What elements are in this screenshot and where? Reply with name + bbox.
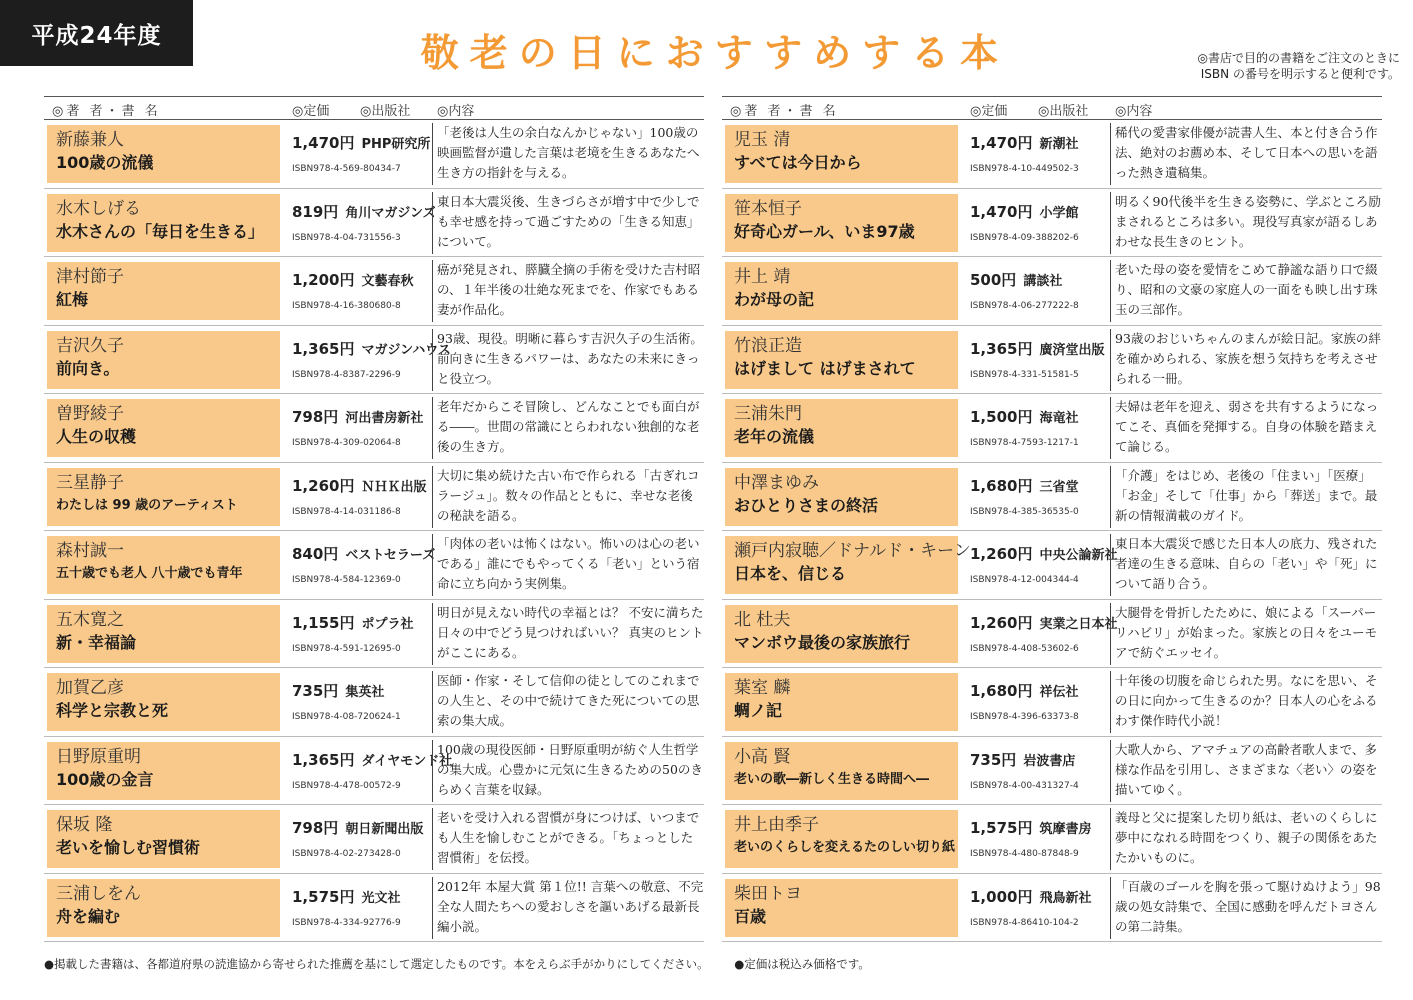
book-price: 1,470円 [292,134,355,152]
book-price-publisher [970,269,1106,290]
book-publisher: 廣済堂出版 [1039,342,1105,358]
book-description: 大歌人から、アマチュアの高齢者歌人まで、多様な作品を引用し、さまざまな〈老い〉の姿を描いてゆく。 [1110,740,1382,802]
book-row [44,600,704,669]
book-publisher: 岩波書店 [1023,753,1076,769]
header-publisher: ◎出版社 [360,104,411,119]
book-title-box [47,742,280,800]
book-isbn: ISBN978-4-591-12695-0 [292,643,401,654]
book-price-publisher [970,475,1106,496]
book-row [44,805,704,874]
book-price-publisher [292,817,428,838]
book-title-box [725,810,958,868]
book-description: 老いを受け入れる習慣が身につけば、いつまでも人生を愉しむことができる。「ちょっとした習慣術」を伝授。 [432,808,704,870]
book-title: すべては今日から [734,153,862,172]
book-isbn: ISBN978-4-478-00572-9 [292,780,401,791]
book-description: 「介護」をはじめ、老後の「住まい」「医療」「お金」そして「仕事」から「葬送」まで。最新の情報満載のガイド。 [1110,466,1382,528]
book-author: 日野原重明 [56,746,141,767]
book-description: 大腿骨を骨折したために、娘による「スーパーリハビリ」が始まった。家族との日々をユーモアで紡ぐエッセイ。 [1110,603,1382,665]
book-price: 1,365円 [292,339,355,358]
book-publisher: 角川マガジンズ [345,205,436,221]
book-row [722,668,1382,737]
book-row [722,120,1382,189]
book-price-publisher [970,543,1118,564]
book-isbn: ISBN978-4-334-92776-9 [292,917,401,928]
book-publisher: 河出書房新社 [345,411,424,426]
book-author: 柴田トヨ [734,883,802,904]
book-title: 科学と宗教と死 [56,701,169,720]
book-row [722,600,1382,669]
book-row [722,531,1382,600]
header-price: ◎定価 [292,104,330,119]
book-price: 1,200円 [292,271,355,289]
header-description: ◎内容 [437,104,475,119]
book-author: 森村誠一 [56,541,124,561]
book-publisher: 実業之日本社 [1039,616,1118,632]
book-author: 三星静子 [56,472,124,493]
book-title: はげまして はげまされて [734,358,916,378]
book-publisher: 講談社 [1023,274,1063,289]
footer-note-price: ●定価は税込み価格です。 [734,957,870,971]
book-publisher: 飛鳥新社 [1039,890,1092,906]
book-list-left [44,120,704,942]
book-author: 三浦しをん [56,883,141,904]
book-isbn: ISBN978-4-12-004344-4 [970,575,1079,585]
book-price-publisher [970,817,1106,838]
book-publisher: 光文社 [361,890,401,906]
book-title: 五十歳でも老人 八十歳でも青年 [56,566,243,581]
book-author: 竹浪正造 [734,335,802,356]
book-description: 明日が見えない時代の幸福とは？ 不安に満ちた日々の中でどう見つければいい？ 真実のヒントがここにある。 [432,603,704,665]
book-row [44,394,704,463]
book-row [44,668,704,737]
book-price: 1,500円 [970,408,1033,426]
header-price: ◎定価 [970,104,1008,119]
book-price: 840円 [292,545,339,563]
book-publisher: 中央公論新社 [1039,548,1118,563]
book-price: 819円 [292,202,339,221]
book-publisher: PHP研究所 [361,137,431,152]
book-title-box [725,536,971,594]
book-price: 798円 [292,408,339,426]
book-price: 1,575円 [292,887,355,906]
book-price: 1,470円 [970,134,1033,152]
book-title: 新・幸福論 [56,632,137,652]
book-title-box [725,331,958,389]
book-description: 93歳のおじいちゃんのまんが絵日記。家族の絆を確かめられる、家族を想う気持ちを考えさせられる一冊。 [1110,329,1382,391]
book-author: 小高 賢 [734,746,791,767]
book-row [722,326,1382,395]
book-isbn: ISBN978-4-408-53602-6 [970,643,1079,654]
book-price: 1,680円 [970,476,1033,495]
book-row [44,463,704,532]
book-publisher: ベストセラーズ [345,548,436,563]
book-price: 1,365円 [970,339,1033,358]
book-title-box [47,468,280,526]
book-isbn: ISBN978-4-331-51581-5 [970,369,1079,380]
book-isbn: ISBN978-4-480-87848-9 [970,849,1079,859]
book-author: 吉沢久子 [56,335,124,356]
book-title: 老いのくらしを変えるたのしい切り紙 [734,840,956,855]
book-description: 2012年 本屋大賞 第１位!! 言葉への敬意、不完全な人間たちへの愛おしさを謳いあげる最新長編小説。 [432,877,704,939]
book-price-publisher [292,269,428,290]
book-row [722,805,1382,874]
book-description: 東日本大震災で感じた日本人の底力、残された者達の生きる意味、自らの「老い」や「死」について語り合う。 [1110,534,1382,596]
book-isbn: ISBN978-4-04-731556-3 [292,232,401,243]
book-price-publisher [970,132,1106,153]
book-description: 老年だからこそ冒険し、どんなことでも面白がる――。世間の常識にとらわれない独創的な老後の生き方。 [432,397,704,459]
book-description: 93歳、現役。明晰に暮らす吉沢久子の生活術。前向きに生きるパワーは、あなたの未来にきっと役立つ。 [432,329,704,391]
book-title: 老年の流儀 [734,427,815,446]
book-description: 義母と父に提案した切り紙は、老いのくらしに夢中になれる時間をつくり、親子の関係をあたたかいものに。 [1110,808,1382,870]
book-author: 北 杜夫 [734,609,791,630]
book-isbn: ISBN978-4-09-388202-6 [970,232,1079,243]
book-price: 1,000円 [970,887,1033,906]
book-title-box [47,399,280,457]
book-price-publisher [292,475,428,496]
book-price-publisher [292,612,428,633]
book-price-publisher [292,338,451,359]
book-author: 曽野綾子 [56,404,124,424]
book-row [44,257,704,326]
book-title: 日本を、信じる [734,564,847,583]
book-row [44,326,704,395]
book-column-left [44,96,704,942]
book-column-right [722,96,1382,942]
book-isbn: ISBN978-4-08-720624-1 [292,712,401,722]
book-row [722,874,1382,943]
book-isbn: ISBN978-4-86410-104-2 [970,917,1079,928]
book-price-publisher [292,201,436,222]
book-title: 100歳の流儀 [56,153,154,172]
book-price-publisher [292,543,436,564]
book-title: 水木さんの「毎日を生きる」 [56,221,265,241]
book-publisher: 筑摩書房 [1039,822,1092,837]
book-author: 新藤兼人 [56,130,124,150]
book-author: 児玉 清 [734,130,791,150]
book-title-box [47,605,280,663]
header-description: ◎内容 [1115,104,1153,119]
book-description: 稀代の愛書家俳優が読書人生、本と付き合う作法、絶対のお薦め本、そして日本への思いを語った熱き遺稿集。 [1110,123,1382,185]
book-price-publisher [970,680,1106,701]
book-price-publisher [292,406,428,427]
book-row [44,531,704,600]
book-price: 1,155円 [292,613,355,632]
book-publisher: ＮＨＫ出版 [361,479,427,495]
book-title-box [725,742,958,800]
book-price: 1,260円 [970,613,1033,632]
book-price-publisher [970,406,1106,427]
book-publisher: 集英社 [345,685,385,700]
book-description: 「老後は人生の余白なんかじゃない」100歳の映画監督が遺した言葉は老境を生きるあなたへ生き方の指針を与える。 [432,123,704,185]
book-title: 舟を編む [56,906,121,926]
book-publisher: 文藝春秋 [361,274,414,289]
book-title-box [725,399,958,457]
isbn-note [1100,50,1400,82]
book-title: 老いを愉しむ習慣術 [56,838,201,857]
year-badge: 平成24年度 [0,0,193,66]
book-title: 蜩ノ記 [734,701,783,720]
book-price: 1,575円 [970,819,1033,837]
book-publisher: マガジンハウス [361,342,451,358]
book-row [722,737,1382,806]
book-isbn: ISBN978-4-00-431327-4 [970,780,1079,791]
book-description: 夫婦は老年を迎え、弱さを共有するようになってこそ、真価を発揮する。自身の体験を踏まえて論じる。 [1110,397,1382,459]
book-price: 500円 [970,271,1017,289]
book-description: 老いた母の姿を愛情をこめて静謐な語り口で綴り、昭和の文豪の家庭人の一面をも映し出す珠玉の三部作。 [1110,260,1382,322]
book-row [44,737,704,806]
book-publisher: 新潮社 [1039,137,1079,152]
book-isbn: ISBN978-4-7593-1217-1 [970,438,1079,448]
book-title-box [725,605,958,663]
book-isbn: ISBN978-4-14-031186-8 [292,506,401,517]
book-title-box [725,194,958,252]
book-isbn: ISBN978-4-396-63373-8 [970,712,1079,722]
book-isbn: ISBN978-4-16-380680-8 [292,301,401,311]
book-title-box [725,125,958,183]
book-author: 津村節子 [56,267,124,287]
book-price: 1,260円 [970,545,1033,563]
book-publisher: 祥伝社 [1039,685,1079,700]
book-title: 人生の収穫 [56,427,137,446]
column-header-right [722,96,1382,120]
book-author: 三浦朱門 [734,404,802,424]
book-publisher: 海竜社 [1039,411,1079,426]
book-price-publisher [970,338,1106,359]
book-title: 百歳 [734,906,767,926]
book-title: マンボウ最後の家族旅行 [734,632,911,652]
book-description: 明るく90代後半を生きる姿勢に、学ぶところ励まされるところは多い。現役写真家が語るしあわせな長生きのヒント。 [1110,192,1382,254]
page-title: 敬老の日におすすめする本 [420,31,1010,75]
book-isbn: ISBN978-4-309-02064-8 [292,438,401,448]
book-isbn: ISBN978-4-02-273428-0 [292,849,401,859]
book-price: 1,680円 [970,682,1033,700]
book-author: 井上由季子 [734,815,819,835]
book-author: 瀬戸内寂聴／ドナルド・キーン [734,541,971,561]
book-row [44,120,704,189]
footer-notes [44,956,1244,972]
book-title-box [47,194,280,252]
book-title: 100歳の金言 [56,769,154,789]
book-publisher: 小学館 [1039,205,1079,221]
book-isbn: ISBN978-4-385-36535-0 [970,506,1079,517]
book-title-box [47,879,280,937]
book-title-box [725,673,958,731]
book-author: 加賀乙彦 [56,678,124,698]
book-price: 735円 [292,682,339,700]
book-description: 東日本大震災後、生きづらさが増す中で少しでも幸せ感を持って過ごすための「生きる知恵」について。 [432,192,704,254]
book-isbn: ISBN978-4-569-80434-7 [292,164,401,174]
column-header-left [44,96,704,120]
book-price: 735円 [970,750,1017,769]
book-publisher: 三省堂 [1039,479,1079,495]
book-row [44,189,704,258]
book-author: 笹本恒子 [734,198,802,219]
book-title-box [47,810,280,868]
book-description: 100歳の現役医師・日野原重明が紡ぐ人生哲学の集大成。心豊かに元気に生きるための50のきらめく言葉を収録。 [432,740,704,802]
book-description: 「肉体の老いは怖くはない。怖いのは心の老いである」誰にでもやってくる「老い」という宿命に立ち向かう実例集。 [432,534,704,596]
book-price-publisher [292,680,428,701]
book-author: 井上 靖 [734,267,791,287]
book-author: 五木寛之 [56,609,124,630]
book-row [722,394,1382,463]
book-title-box [47,536,280,594]
book-publisher: ダイヤモンド社 [361,753,453,769]
header-publisher: ◎出版社 [1038,104,1089,119]
book-isbn: ISBN978-4-584-12369-0 [292,575,401,585]
book-publisher: ポプラ社 [361,616,414,632]
book-title-box [47,331,280,389]
book-price-publisher [970,612,1118,633]
book-title: おひとりさまの終活 [734,495,879,515]
book-title: 前向き。 [56,358,120,378]
book-title-box [47,262,280,320]
book-publisher: 朝日新聞出版 [345,822,424,837]
book-title-box [725,262,958,320]
book-author: 中澤まゆみ [734,472,819,493]
footer-note-selection: ●掲載した書籍は、各都道府県の読進協から寄せられた推薦を基にして選定したものです。本をえらぶ手がかりにしてください。 [44,957,709,971]
book-price: 1,365円 [292,750,355,769]
book-author: 水木しげる [56,198,141,219]
book-title-box [47,673,280,731]
book-title: 老いの歌―新しく生きる時間へ― [734,771,930,787]
book-price-publisher [970,749,1106,770]
header-author-title: ◎著 者・書 名 [730,104,839,119]
book-row [722,463,1382,532]
book-isbn: ISBN978-4-06-277222-8 [970,301,1079,311]
book-description: 医師・作家・そして信仰の徒としてのこれまでの人生と、その中で続けてきた死についての思索の集大成。 [432,671,704,733]
book-price: 798円 [292,819,339,837]
isbn-note-line-1: ◎書店で目的の書籍をご注文のときに [1197,51,1400,65]
book-list-right [722,120,1382,942]
book-description: 十年後の切腹を命じられた男。なにを思い、その日に向かって生きるのか？日本人の心をふるわす傑作時代小説！ [1110,671,1382,733]
book-price-publisher [970,201,1106,222]
book-title: わたしは 99 歳のアーティスト [56,497,238,513]
book-price: 1,470円 [970,202,1033,221]
book-title: 好奇心ガール、いま97歳 [734,221,915,241]
book-price-publisher [292,749,453,770]
book-price-publisher [292,132,431,153]
book-isbn: ISBN978-4-10-449502-3 [970,164,1079,174]
book-price-publisher [970,886,1106,907]
book-isbn: ISBN978-4-8387-2296-9 [292,369,401,380]
book-price-publisher [292,886,428,907]
header-author-title: ◎著 者・書 名 [52,104,161,119]
book-title: 紅梅 [56,290,89,309]
book-title-box [725,879,958,937]
book-row [722,189,1382,258]
book-row [44,874,704,943]
book-price: 1,260円 [292,476,355,495]
book-title: わが母の記 [734,290,815,309]
book-row [722,257,1382,326]
book-description: 癌が発見され、膵臓全摘の手術を受けた吉村昭の、１年半後の壮絶な死までを、作家でもある妻が作品化。 [432,260,704,322]
book-description: 「百歳のゴールを胸を張って駆けぬけよう」98歳の処女詩集で、全国に感動を呼んだトヨさんの第二詩集。 [1110,877,1382,939]
book-title-box [725,468,958,526]
book-author: 葉室 麟 [734,678,791,698]
book-author: 保坂 隆 [56,815,113,835]
book-description: 大切に集め続けた古い布で作られる「古ぎれコラージュ」。数々の作品とともに、幸せな老後の秘訣を語る。 [432,466,704,528]
isbn-note-line-2: ISBN の番号を明示すると便利です。 [1200,67,1400,81]
book-title-box [47,125,280,183]
